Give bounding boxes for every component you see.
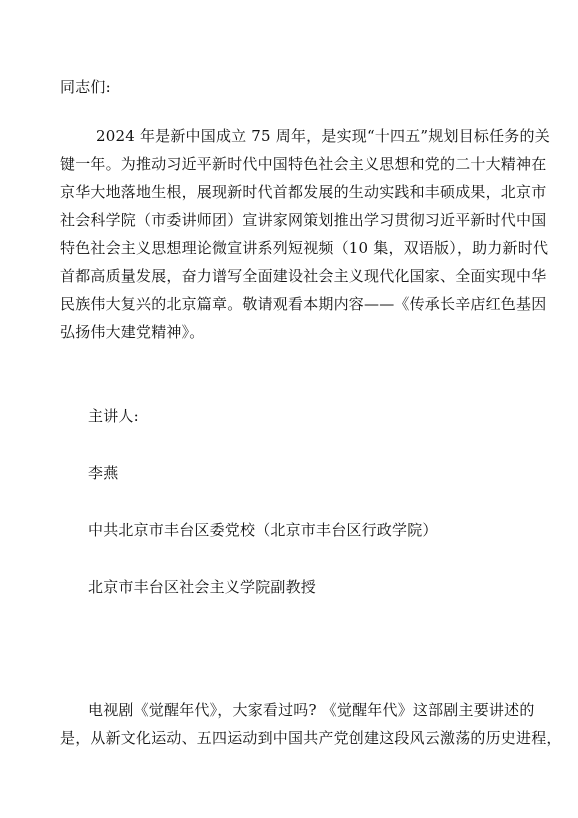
body-line: 是，从新文化运动、五四运动到中国共产党创建这段风云激荡的历史进程，: [60, 729, 562, 747]
salutation: 同志们:: [60, 78, 111, 96]
intro-line: 首都高质量发展，奋力谱写全面建设社会主义现代化国家、全面实现中华: [60, 267, 547, 285]
intro-line: 键一年。为推动习近平新时代中国特色社会主义思想和党的二十大精神在: [60, 155, 547, 173]
intro-line: 社会科学院（市委讲师团）宣讲家网策划推出学习贯彻习近平新时代中国: [60, 211, 547, 229]
speaker-title: 北京市丰台区社会主义学院副教授: [88, 578, 317, 596]
intro-line: 民族伟大复兴的北京篇章。敬请观看本期内容——《传承长辛店红色基因: [60, 295, 547, 313]
intro-line: 特色社会主义思想理论微宣讲系列短视频（10 集，双语版），助力新时代: [60, 239, 549, 257]
speaker-label: 主讲人:: [88, 407, 139, 425]
intro-line: 京华大地落地生根，展现新时代首都发展的生动实践和丰硕成果，北京市: [60, 183, 547, 201]
intro-line: 弘扬伟大建党精神》。: [60, 323, 205, 341]
speaker-organization: 中共北京市丰台区委党校（北京市丰台区行政学院）: [88, 521, 438, 539]
intro-line: 2024 年是新中国成立 75 周年，是实现“十四五”规划目标任务的关: [96, 127, 550, 145]
speaker-name: 李燕: [88, 464, 119, 482]
body-line: 电视剧《觉醒年代》，大家看过吗? 《觉醒年代》这部剧主要讲述的: [88, 701, 535, 719]
